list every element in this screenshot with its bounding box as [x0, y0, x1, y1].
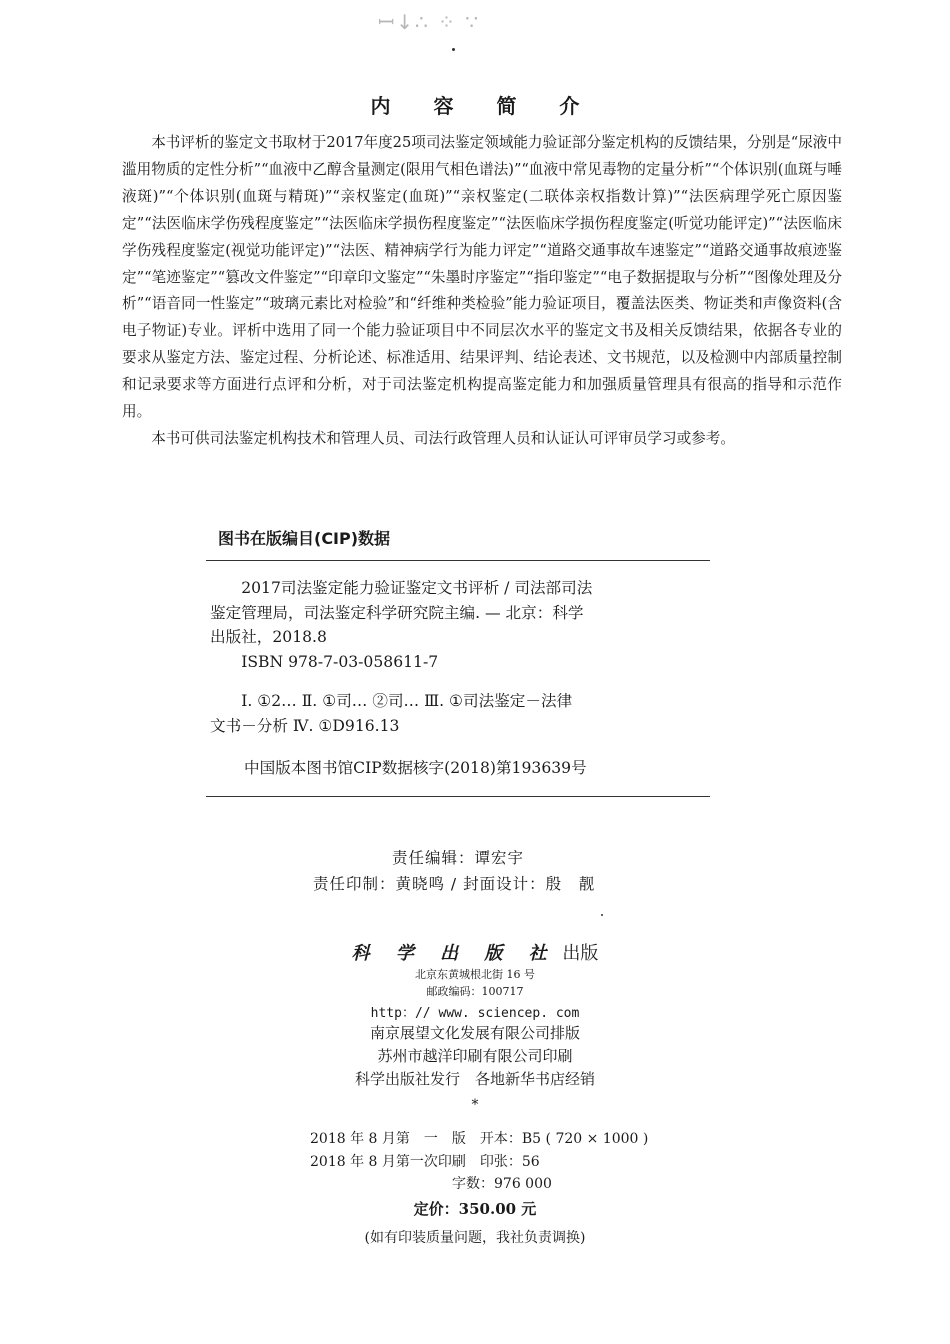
- cip-record: [210, 576, 710, 674]
- distribution: 科学出版社发行 各地新华书店经销: [354, 1070, 595, 1088]
- cip-classification: [210, 689, 710, 738]
- ink-dot: [452, 48, 455, 51]
- price: 定价：350.00 元: [413, 1200, 537, 1218]
- isbn: ISBN 978-7-03-058611-7: [241, 652, 439, 671]
- quality-note: (如有印装质量问题，我社负责调换): [364, 1230, 586, 1246]
- cip-line: Ⅰ. ①2… Ⅱ. ①司… ②司… Ⅲ. ①司法鉴定－法律: [241, 692, 573, 710]
- cip-verification: 中国版本图书馆CIP数据核字(2018)第193639号: [244, 759, 587, 777]
- publisher-address: 北京东黄城根北街 16 号: [415, 968, 535, 981]
- cip-line: 2017司法鉴定能力验证鉴定文书评析 / 司法部司法: [241, 579, 593, 597]
- summary-paragraph: 本书评析的鉴定文书取材于2017年度25项司法鉴定领域能力验证部分鉴定机构的反馈结果，分别是“尿液中滥用物质的定性分析”“血液中乙醇含量测定(限用气相色谱法)”“血液中常见毒物的定量分析”“个体识别(血斑与唾液斑)”“个体识别(血斑与精斑)”“亲权鉴定(血斑)”“亲权鉴定(二联体亲权指数计算)”“法医病理学死亡原因鉴定”“法医临床学伤残程度鉴定”“法医临床学损伤程度鉴定”“法医临床学损伤程度鉴定(听觉功能评定)”“法医临床学伤残程度鉴定(视觉功能评定)”“法医、精神病学行为能力评定”“道路交通事故车速鉴定”“道路交通事故痕迹鉴定”“笔迹鉴定”“篡改文件鉴定”“印章印文鉴定”“朱墨时序鉴定”“指印鉴定”“电子数据提取与分析”“图像处理及分析”“语音同一性鉴定”“玻璃元素比对检验”和“纤维种类检验”能力验证项目，覆盖法医类、物证类和声像资料(含电子物证)专业。评析中选用了同一个能力验证项目中不同层次水平的鉴定文书及相关反馈结果，依据各专业的要求从鉴定方法、鉴定过程、分析论述、标准适用、结果评判、结论表述、文书规范，以及检测中内部质量控制和记录要求等方面进行点评和分析，对于司法鉴定机构提高鉴定能力和加强质量管理具有很高的指导和示范作用。: [122, 134, 842, 421]
- separator-star: *: [471, 1097, 479, 1113]
- publisher-logo-text: 科 学 出 版 社: [351, 943, 557, 964]
- ink-dot: [601, 914, 603, 916]
- printing-info: 2018 年 8 月第一次印刷 印张：56: [310, 1154, 540, 1170]
- cip-line: 鉴定管理局，司法鉴定科学研究院主编. — 北京：科学: [210, 603, 584, 622]
- responsible-editor: 责任编辑：谭宏宇: [392, 849, 525, 867]
- content-summary: [122, 130, 842, 453]
- publisher-postcode: 邮政编码：100717: [426, 985, 524, 998]
- publisher-website: http：// www. sciencep. com: [370, 1006, 580, 1021]
- typesetter: 南京展望文化发展有限公司排版: [369, 1024, 580, 1042]
- publisher-name: [0, 939, 950, 965]
- cip-line: 文书－分析 Ⅳ. ①D916.13: [210, 716, 400, 735]
- divider: [206, 796, 710, 797]
- divider: [206, 560, 710, 561]
- word-count: 字数：976 000: [452, 1176, 552, 1192]
- cip-heading: 图书在版编目(CIP)数据: [218, 529, 391, 548]
- edition-info: 2018 年 8 月第 一 版 开本：B5 ( 720 × 1000 ): [310, 1131, 649, 1147]
- page-title: 内 容 简 介: [370, 94, 598, 118]
- publisher-suffix: 出版: [562, 943, 599, 964]
- cip-line: 出版社，2018.8: [210, 628, 327, 646]
- handwritten-mark: ꟷ↓∴ ⁘ ∵: [378, 10, 480, 34]
- printer: 苏州市越洋印刷有限公司印刷: [377, 1047, 573, 1065]
- print-cover-credits: 责任印制：黄晓鸣 / 封面设计：殷 靓: [313, 875, 596, 893]
- summary-paragraph: 本书可供司法鉴定机构技术和管理人员、司法行政管理人员和认证认可评审员学习或参考。: [151, 429, 735, 447]
